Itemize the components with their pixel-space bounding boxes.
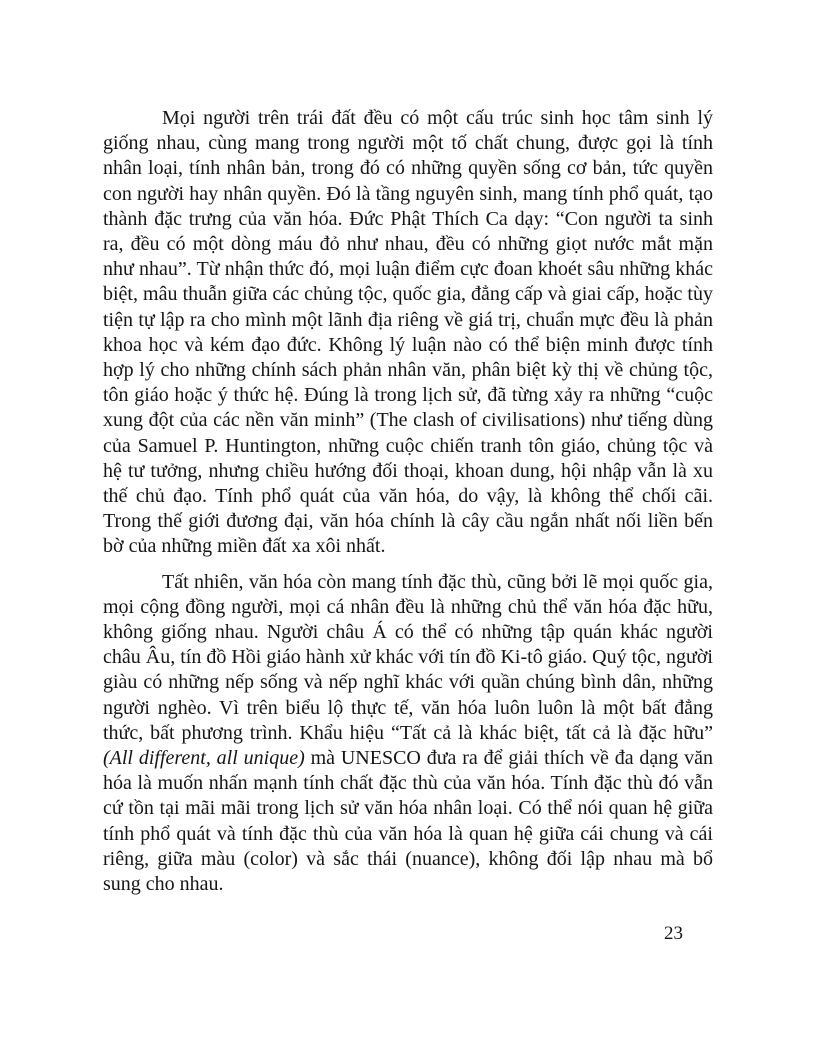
body-text	[103, 106, 713, 897]
paragraph-text-italic: (All different, all unique)	[103, 747, 305, 770]
page-number: 23	[664, 923, 683, 944]
paragraph	[103, 106, 713, 560]
paragraph	[103, 570, 713, 898]
paragraph-text: Tất nhiên, văn hóa còn mang tính đặc thù, cũng bởi lẽ mọi quốc gia, mọi cộng đồng người, mọi cá nhân đều là những chủ thể văn hóa đặc hữu, không giống nhau. Người châu Á có thể có những tập quán khác người châu Âu, tín đồ Hồi giáo hành xử khác với tín đồ Ki-tô giáo. Quý tộc, người giàu có những nếp sống và nếp nghĩ khác với quần chúng bình dân, những người nghèo. Vì trên biểu lộ thực tế, văn hóa luôn luôn là một bất đẳng thức, bất phương trình. Khẩu hiệu “Tất cả là khác biệt, tất cả là đặc hữu”	[103, 570, 713, 744]
paragraph-text: mà UNESCO đưa ra để giải thích về đa dạng văn hóa là muốn nhấn mạnh tính chất đặc thù của văn hóa. Tính đặc thù đó vẫn cứ tồn tại mãi mãi trong lịch sử văn hóa nhân loại. Có thể nói quan hệ giữa tính phổ quát và tính đặc thù của văn hóa là quan hệ giữa cái chung và cái riêng, giữa màu (color) và sắc thái (nuance), không đối lập nhau mà bổ sung cho nhau.	[103, 747, 714, 896]
paragraph-text: Mọi người trên trái đất đều có một cấu trúc sinh học tâm sinh lý giống nhau, cùng mang trong người một tố chất chung, được gọi là tính nhân loại, tính nhân bản, trong đó có những quyền sống cơ bản, tức quyền con người hay nhân quyền. Đó là tầng nguyên sinh, mang tính phổ quát, tạo thành đặc trưng của văn hóa. Đức Phật Thích Ca dạy: “Con người ta sinh ra, đều có một dòng máu đỏ như nhau, đều có những giọt nước mắt mặn như nhau”. Từ nhận thức đó, mọi luận điểm cực đoan khoét sâu những khác biệt, mâu thuẫn giữa các chủng tộc, quốc gia, đẳng cấp và giai cấp, hoặc tùy tiện tự lập ra cho mình một lãnh địa riêng về giá trị, chuẩn mực đều là phản khoa học và kém đạo đức. Không lý luận nào có thể biện minh được tính hợp lý cho những chính sách phản nhân văn, phân biệt kỳ thị về chủng tộc, tôn giáo hoặc ý thức hệ. Đúng là trong lịch sử, đã từng xảy ra những “cuộc xung đột của các nền văn minh” (The clash of civilisations) như tiếng dùng của Samuel P. Huntington, những cuộc chiến tranh tôn giáo, chủng tộc và hệ tư tưởng, nhưng chiều hướng đối thoại, khoan dung, hội nhập vẫn là xu thế chủ đạo. Tính phổ quát của văn hóa, do vậy, là không thể chối cãi. Trong thế giới đương đại, văn hóa chính là cây cầu ngắn nhất nối liền bến bờ của những miền đất xa xôi nhất.	[103, 107, 713, 558]
